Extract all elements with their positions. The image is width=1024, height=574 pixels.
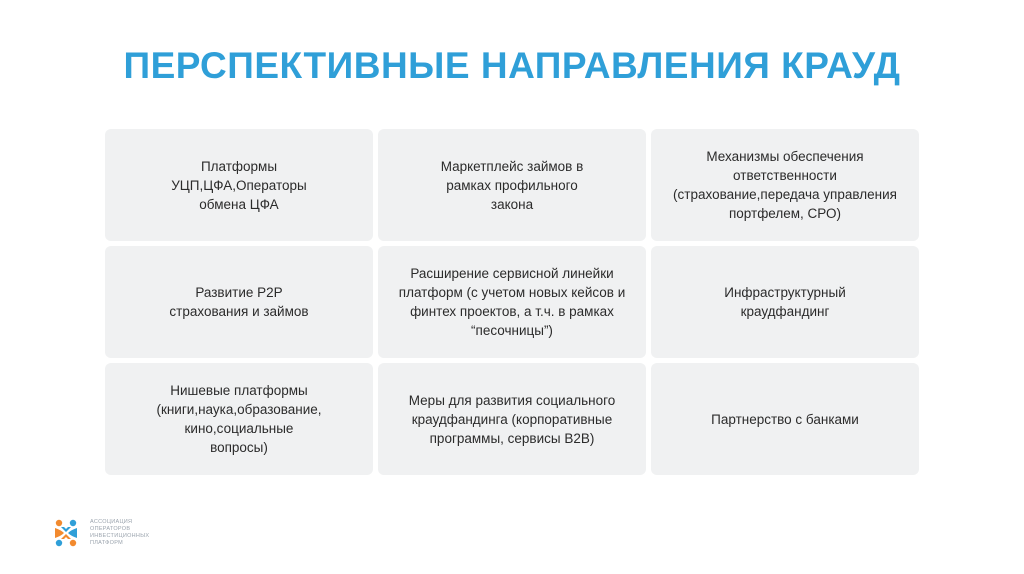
card-text: Нишевые платформы (книги,наука,образование, кино,социальные вопросы) xyxy=(156,383,322,455)
card-bank-partnership xyxy=(651,363,919,475)
card-infrastructure-crowdfunding xyxy=(651,246,919,358)
slide-title: ПЕРСПЕКТИВНЫЕ НАПРАВЛЕНИЯ КРАУД xyxy=(123,45,901,86)
directions-grid xyxy=(105,129,919,476)
card-text: Инфраструктурный краудфандинг xyxy=(724,285,846,319)
card-niche-platforms xyxy=(105,363,373,475)
card-text: Платформы УЦП,ЦФА,Операторы обмена ЦФА xyxy=(171,158,307,212)
card-platforms xyxy=(105,129,373,241)
association-logo xyxy=(50,513,170,553)
card-loan-marketplace xyxy=(378,129,646,241)
card-liability-mechanisms xyxy=(651,129,919,241)
card-text: Маркетплейс займов в рамках профильного закона xyxy=(440,158,584,212)
card-text: Расширение сервисной линейки платформ (с учетом новых кейсов и финтех проектов, а т.ч. в рамках “песочницы”) xyxy=(398,266,626,338)
association-logo-icon xyxy=(50,517,82,549)
card-p2p-development xyxy=(105,246,373,358)
card-text: Партнерство с банками xyxy=(711,411,859,427)
card-text: Меры для развития социального краудфандинга (корпоративные программы, сервисы B2B) xyxy=(408,392,616,446)
association-logo-text: АССОЦИАЦИЯ ОПЕРАТОРОВ ИНВЕСТИЦИОННЫХ ПЛАТФОРМ xyxy=(90,519,150,546)
card-service-expansion xyxy=(378,246,646,358)
card-text: Механизмы обеспечения ответственности (страхование,передача управления портфелем, СРО) xyxy=(673,149,897,221)
card-social-crowdfunding xyxy=(378,363,646,475)
card-text: Развитие P2P страхования и займов xyxy=(169,285,309,319)
